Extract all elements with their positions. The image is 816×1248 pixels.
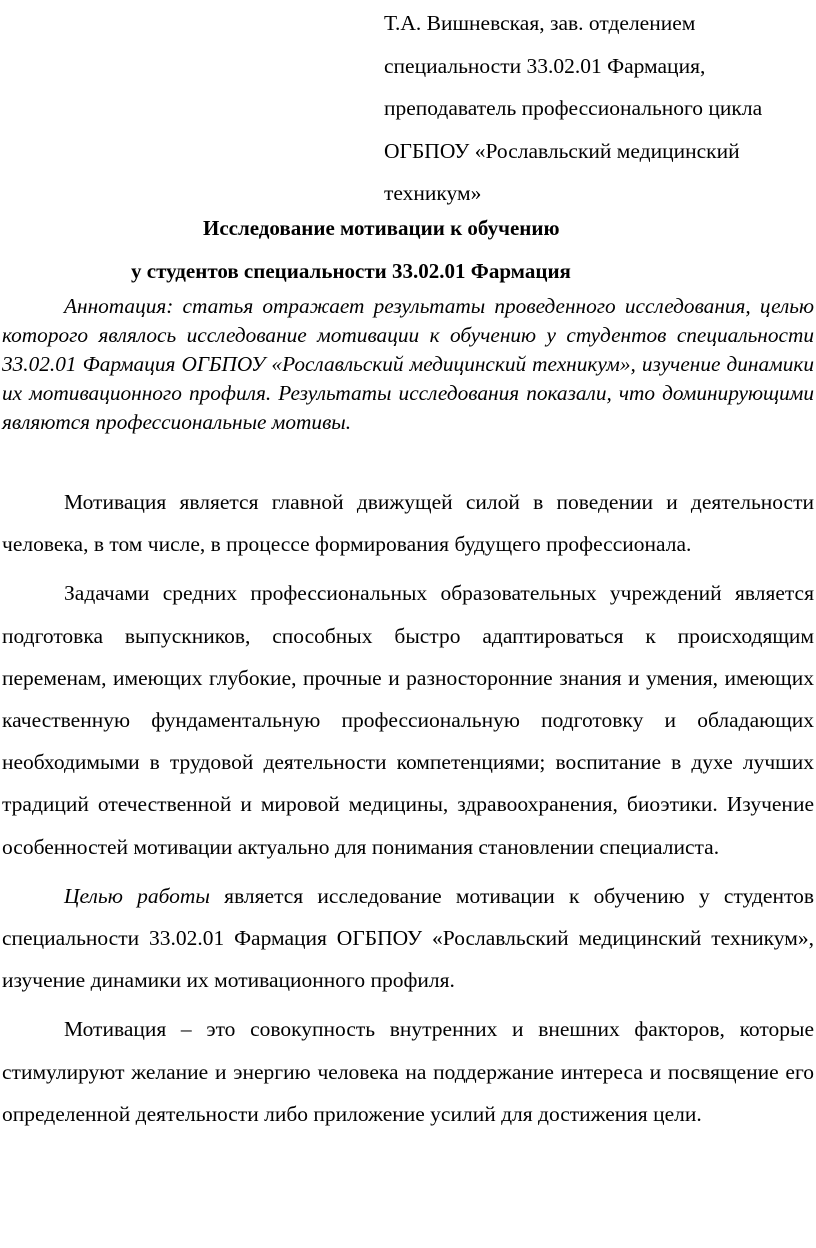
abstract-paragraph: Аннотация: статья отражает результаты проведенного исследования, целью которого являлось исследование мотивации к обучению у студентов специальности 33.02.01 Фармация ОГБПОУ «Рославльский медицинский техникум», изучение динамики их мотивационного профиля. Результаты исследования показали, что доминирующими являются профессиональные мотивы.	[2, 294, 814, 434]
author-line: преподаватель профессионального цикла	[384, 96, 763, 120]
author-line: Т.А. Вишневская, зав. отделением	[384, 11, 696, 35]
author-line: ОГБПОУ «Рославльский медицинский	[384, 138, 740, 163]
title-line: у студентов специальности 33.02.01 Фармация	[131, 259, 571, 283]
body-paragraph: Мотивация является главной движущей силой в поведении и деятельности человека, в том числе, в процессе формирования будущего профессионала.	[2, 490, 814, 557]
author-line: специальности 33.02.01 Фармация,	[384, 53, 706, 78]
body-paragraph: Мотивация – это совокупность внутренних и внешних факторов, которые стимулируют желание и энергию человека на поддержание интереса и посвящение его определенной деятельности либо приложение усилий для достижения цели.	[2, 1017, 814, 1126]
author-line: техникум»	[384, 181, 482, 205]
body-paragraph: Задачами средних профессиональных образовательных учреждений является подготовка выпускников, способных быстро адаптироваться к происходящим переменам, имеющих глубокие, прочные и разносторонние знания и умения, имеющих качественную фундаментальную профессиональную подготовку и обладающих необходимыми в трудовой деятельности компетенциями; воспитание в духе лучших традиций отечественной и мировой медицины, здравоохранения, биоэтики. Изучение особенностей мотивации актуально для понимания становлении специалиста.	[2, 581, 814, 859]
paragraph-text: является исследование мотивации к обучению у студентов специальности 33.02.01 Фармация ОГБПОУ «Рославльский медицинский техникум», изучение динамики их мотивационного профиля.	[2, 883, 814, 993]
body-paragraph	[2, 875, 814, 1002]
title-line: Исследование мотивации к обучению	[203, 216, 560, 240]
emphasis-text: Целью работы	[64, 883, 210, 908]
article-body	[2, 481, 814, 1142]
author-info	[384, 2, 814, 215]
